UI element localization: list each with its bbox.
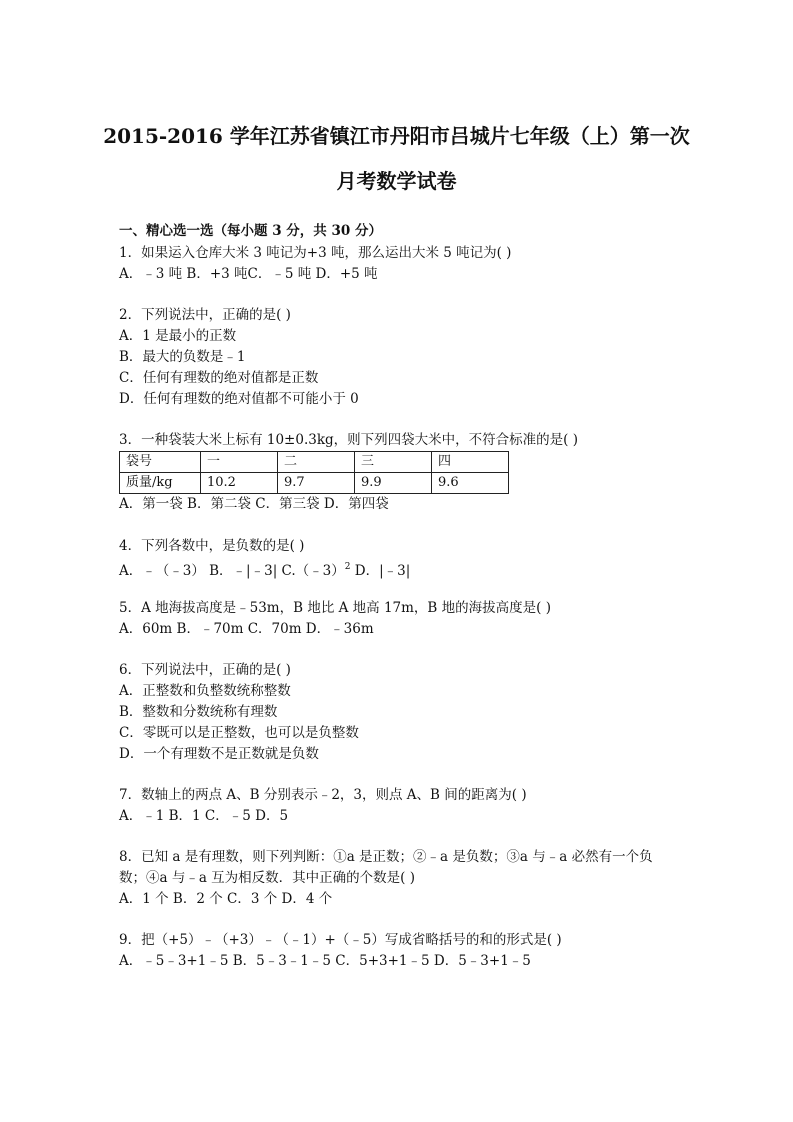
- q1-options: A．﹣3 吨 B．+3 吨C．﹣5 吨 D．+5 吨: [119, 266, 378, 282]
- q4-exponent: 2: [344, 562, 351, 572]
- q8-options: A．1 个 B．2 个 C．3 个 D．4 个: [119, 891, 333, 907]
- q3-stem: 3．一种袋装大米上标有 10±0.3kg，则下列四袋大米中，不符合标准的是( ): [119, 432, 578, 448]
- q7-options: A．﹣1 B．1 C．﹣5 D．5: [119, 808, 289, 824]
- table-cell: 9.7: [278, 473, 355, 494]
- q6-option-d: D．一个有理数不是正数就是负数: [119, 746, 319, 762]
- q6-option-a: A．正整数和负整数统称整数: [119, 683, 291, 699]
- table-row: [120, 473, 509, 494]
- q8-stem-line2: 数；④a 与﹣a 互为相反数．其中正确的个数是( ): [119, 870, 416, 886]
- q9-stem: 9．把（+5）﹣（+3）﹣（﹣1）+（﹣5）写成省略括号的和的形式是( ): [119, 932, 562, 948]
- q3-table: [119, 451, 509, 494]
- q2-option-a: A．1 是最小的正数: [119, 328, 237, 344]
- q6-stem: 6．下列说法中，正确的是( ): [119, 662, 291, 678]
- q5-stem: 5．A 地海拔高度是﹣53m，B 地比 A 地高 17m，B 地的海拔高度是( ): [119, 600, 551, 616]
- table-cell: 四: [432, 452, 509, 473]
- exam-title-line1: 2015-2016 学年江苏省镇江市丹阳市吕城片七年级（上）第一次: [103, 124, 690, 148]
- q4-options-abc: A．﹣（﹣3） B．﹣|﹣3| C.（﹣3）: [119, 563, 345, 579]
- table-row: [120, 452, 509, 473]
- table-cell: 一: [201, 452, 278, 473]
- exam-title-line2: 月考数学试卷: [336, 169, 457, 193]
- q2-option-c: C．任何有理数的绝对值都是正数: [119, 370, 319, 386]
- q3-options: A．第一袋 B．第二袋 C．第三袋 D．第四袋: [119, 496, 389, 512]
- q9-options: A．﹣5﹣3+1﹣5 B．5﹣3﹣1﹣5 C．5+3+1﹣5 D．5﹣3+1﹣5: [119, 953, 531, 969]
- table-cell: 三: [355, 452, 432, 473]
- q2-option-d: D．任何有理数的绝对值都不可能小于 0: [119, 391, 359, 407]
- q8-stem-line1: 8．已知 a 是有理数，则下列判断：①a 是正数；②﹣a 是负数；③a 与﹣a 必然有一个负: [119, 849, 653, 865]
- table-cell: 9.6: [432, 473, 509, 494]
- q5-options: A．60m B．﹣70m C．70m D．﹣36m: [119, 621, 374, 637]
- q6-option-c: C．零既可以是正整数，也可以是负整数: [119, 725, 359, 741]
- table-cell: 9.9: [355, 473, 432, 494]
- q2-stem: 2．下列说法中，正确的是( ): [119, 307, 291, 323]
- q4-option-d: D．|﹣3|: [350, 563, 411, 579]
- table-cell: 袋号: [120, 452, 201, 473]
- table-cell: 质量/kg: [120, 473, 201, 494]
- table-cell: 10.2: [201, 473, 278, 494]
- q6-option-b: B．整数和分数统称有理数: [119, 704, 278, 720]
- q1-stem: 1．如果运入仓库大米 3 吨记为+3 吨，那么运出大米 5 吨记为( ): [119, 245, 512, 261]
- section-heading: 一、精心选一选（每小题 3 分，共 30 分）: [119, 223, 382, 239]
- q2-option-b: B．最大的负数是﹣1: [119, 349, 246, 365]
- q7-stem: 7．数轴上的两点 A、B 分别表示﹣2，3，则点 A、B 间的距离为( ): [119, 787, 527, 803]
- q4-stem: 4．下列各数中，是负数的是( ): [119, 538, 305, 554]
- table-cell: 二: [278, 452, 355, 473]
- q4-options: [119, 558, 410, 580]
